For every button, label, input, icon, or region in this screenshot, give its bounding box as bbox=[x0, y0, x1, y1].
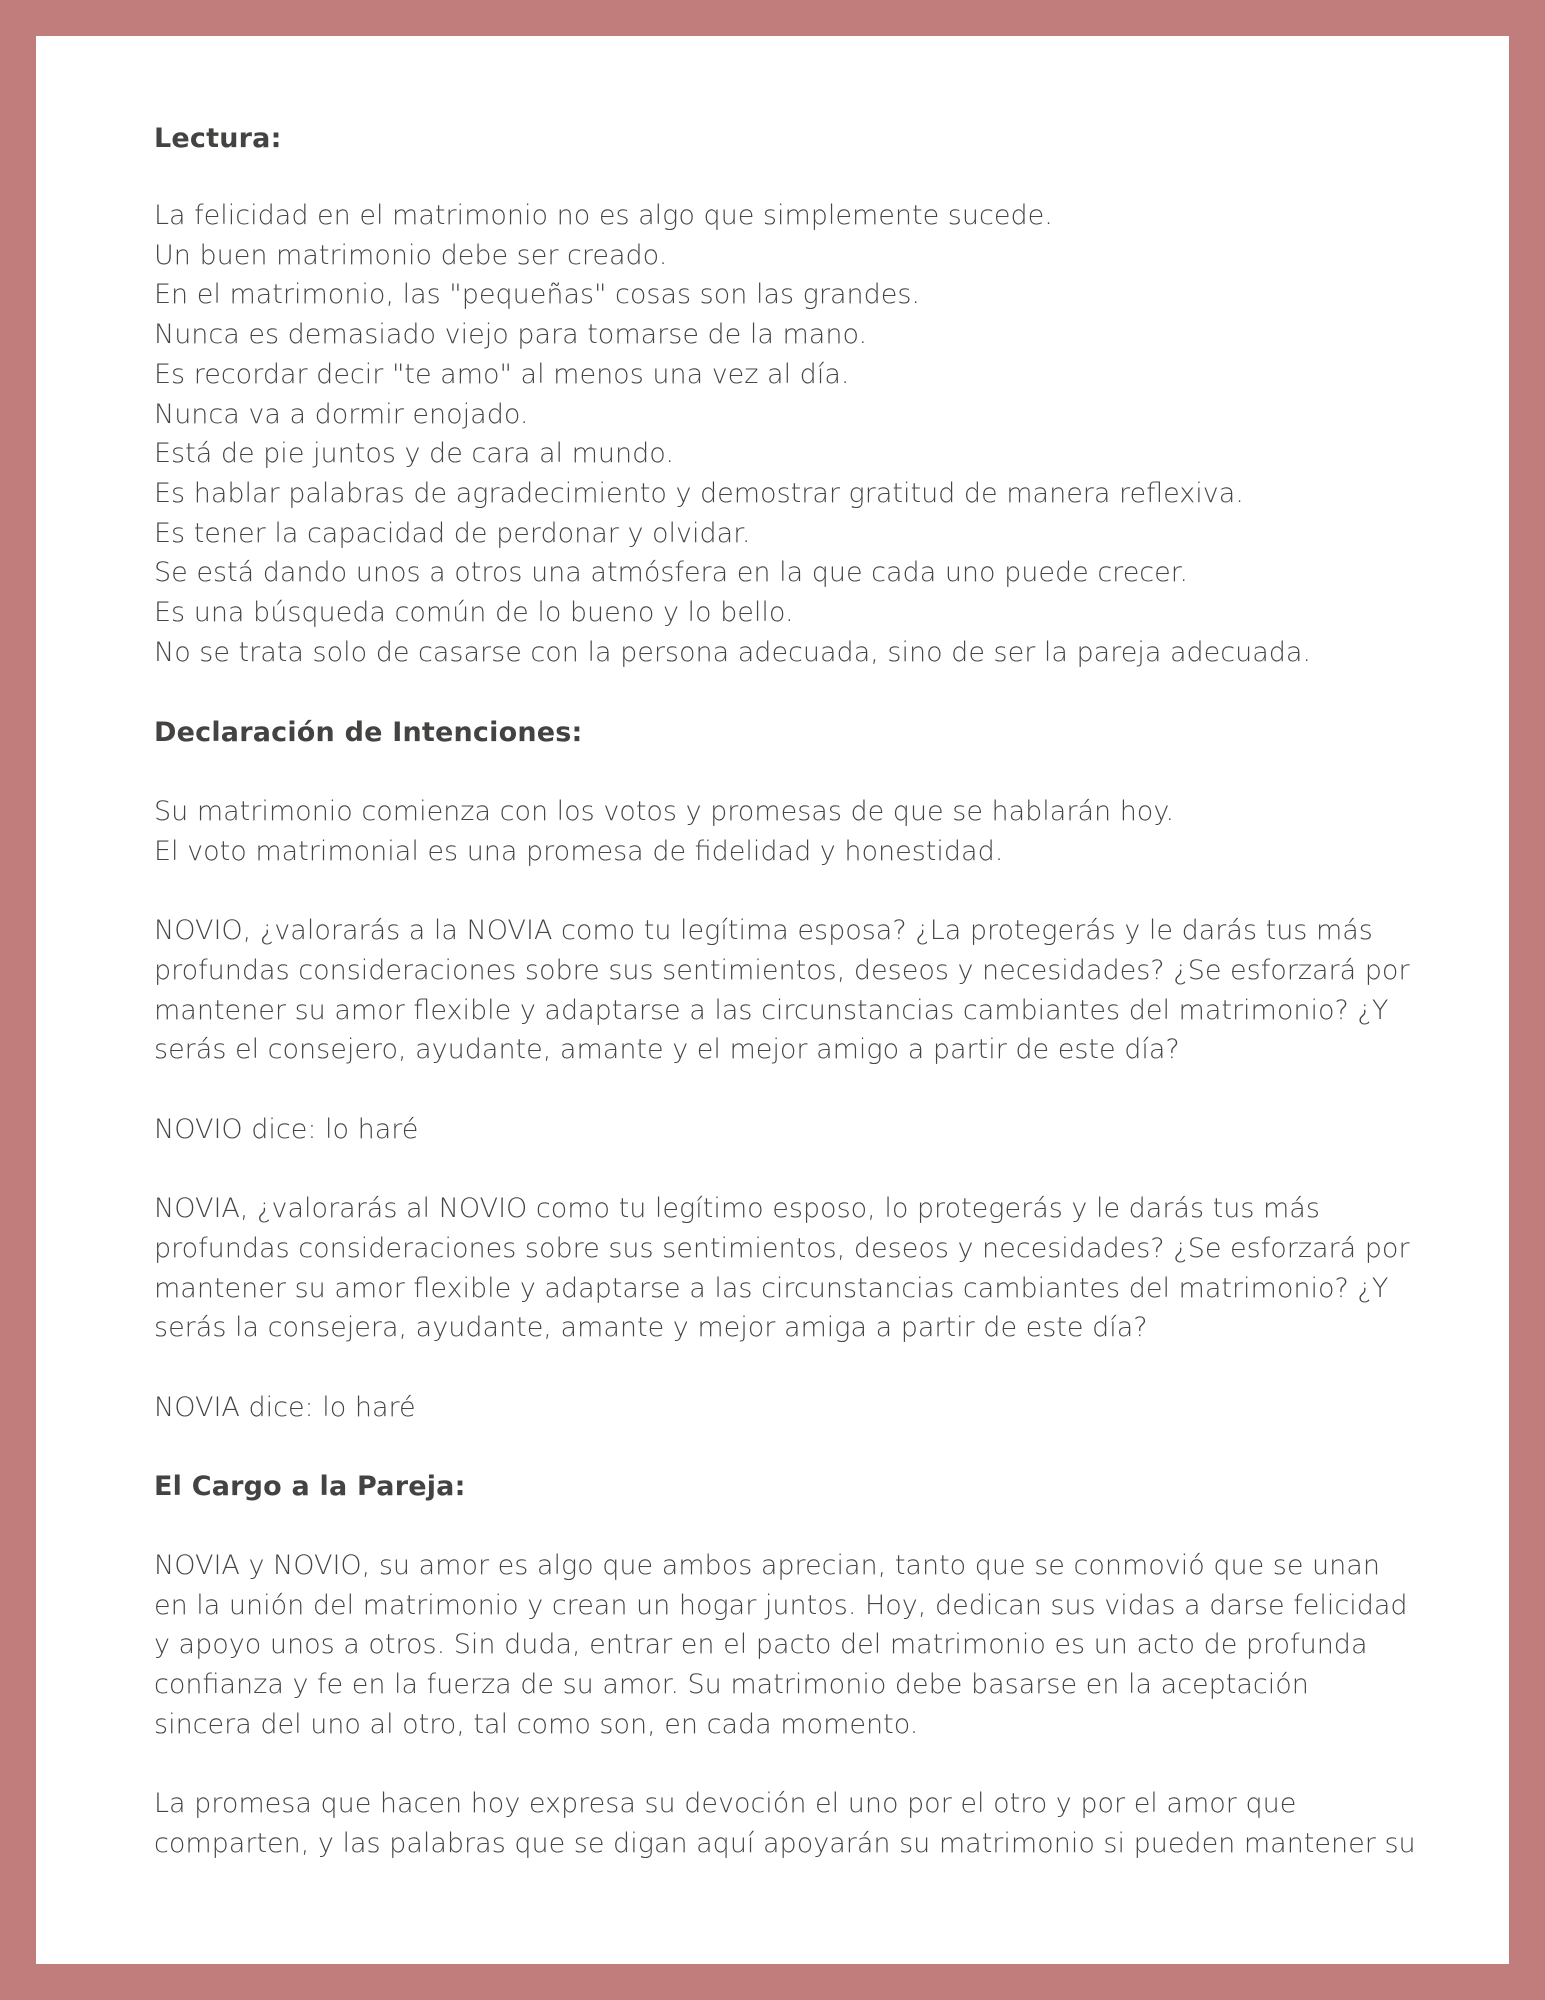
cargo-paragraph-line: comparten, y las palabras que se digan aquí apoyarán su matrimonio si pueden mantener su bbox=[154, 1828, 1416, 1859]
heading-cargo: El Cargo a la Pareja: bbox=[154, 1471, 466, 1502]
lectura-line: Está de pie juntos y de cara al mundo. bbox=[154, 438, 674, 469]
heading-declaracion: Declaración de Intenciones: bbox=[154, 717, 583, 748]
lectura-line: Es tener la capacidad de perdonar y olvidar. bbox=[154, 518, 751, 549]
cargo-paragraph-line: y apoyo unos a otros. Sin duda, entrar en el pacto del matrimonio es un acto de profunda bbox=[154, 1629, 1368, 1660]
lectura-line: Un buen matrimonio debe ser creado. bbox=[154, 240, 668, 271]
lectura-line: En el matrimonio, las "pequeñas" cosas son las grandes. bbox=[154, 279, 921, 310]
lectura-line: Nunca va a dormir enojado. bbox=[154, 399, 529, 430]
lectura-line: Se está dando unos a otros una atmósfera en la que cada uno puede crecer. bbox=[154, 557, 1188, 588]
lectura-line: No se trata solo de casarse con la persona adecuada, sino de ser la pareja adecuada. bbox=[154, 637, 1312, 668]
novio-question-line: profundas consideraciones sobre sus sentimientos, deseos y necesidades? ¿Se esforzará por bbox=[154, 955, 1410, 986]
lectura-line: Es hablar palabras de agradecimiento y demostrar gratitud de manera reflexiva. bbox=[154, 478, 1244, 509]
novio-question-line: mantener su amor flexible y adaptarse a las circunstancias cambiantes del matrimonio? ¿Y bbox=[154, 995, 1389, 1026]
page bbox=[36, 36, 1509, 1964]
declaracion-intro-line: El voto matrimonial es una promesa de fidelidad y honestidad. bbox=[154, 836, 1004, 867]
novio-answer: NOVIO dice: lo haré bbox=[154, 1114, 419, 1145]
lectura-line: La felicidad en el matrimonio no es algo que simplemente sucede. bbox=[154, 200, 1053, 231]
novio-question-line: NOVIO, ¿valorarás a la NOVIA como tu legítima esposa? ¿La protegerás y le darás tus más bbox=[154, 915, 1373, 946]
cargo-paragraph-line: confianza y fe en la fuerza de su amor. Su matrimonio debe basarse en la aceptación bbox=[154, 1669, 1309, 1700]
declaracion-intro-line: Su matrimonio comienza con los votos y promesas de que se hablarán hoy. bbox=[154, 796, 1175, 827]
heading-lectura: Lectura: bbox=[154, 123, 282, 154]
lectura-line: Es recordar decir "te amo" al menos una vez al día. bbox=[154, 359, 850, 390]
novio-question-line: serás el consejero, ayudante, amante y el mejor amigo a partir de este día? bbox=[154, 1034, 1180, 1065]
novia-answer: NOVIA dice: lo haré bbox=[154, 1392, 416, 1423]
lectura-line: Es una búsqueda común de lo bueno y lo bello. bbox=[154, 597, 794, 628]
cargo-paragraph-line: en la unión del matrimonio y crean un hogar juntos. Hoy, dedican sus vidas a darse felicidad bbox=[154, 1590, 1408, 1621]
cargo-paragraph-line: NOVIA y NOVIO, su amor es algo que ambos aprecian, tanto que se conmovió que se unan bbox=[154, 1550, 1380, 1581]
novia-question-line: serás la consejera, ayudante, amante y mejor amiga a partir de este día? bbox=[154, 1312, 1148, 1343]
cargo-paragraph-line: sincera del uno al otro, tal como son, en cada momento. bbox=[154, 1709, 919, 1740]
novia-question-line: profundas consideraciones sobre sus sentimientos, deseos y necesidades? ¿Se esforzará por bbox=[154, 1233, 1410, 1264]
cargo-paragraph-line: La promesa que hacen hoy expresa su devoción el uno por el otro y por el amor que bbox=[154, 1788, 1297, 1819]
novia-question-line: mantener su amor flexible y adaptarse a las circunstancias cambiantes del matrimonio? ¿Y bbox=[154, 1273, 1389, 1304]
novia-question-line: NOVIA, ¿valorarás al NOVIO como tu legítimo esposo, lo protegerás y le darás tus más bbox=[154, 1193, 1320, 1224]
lectura-line: Nunca es demasiado viejo para tomarse de la mano. bbox=[154, 319, 868, 350]
